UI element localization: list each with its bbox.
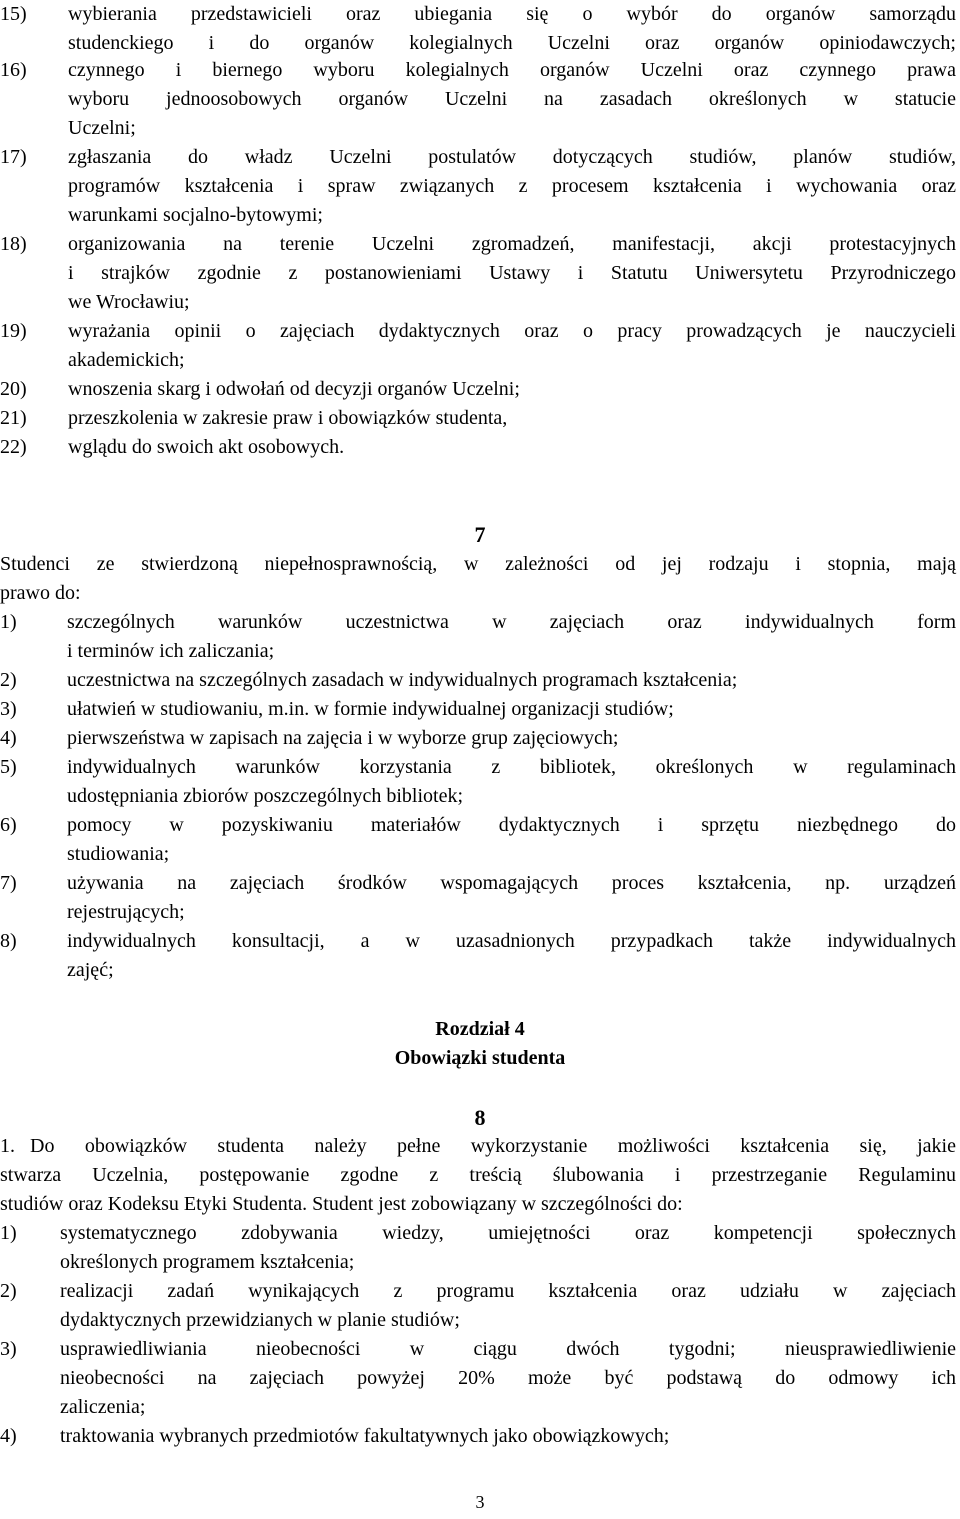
list-item-3 [0,1335,960,1364]
list-item-18 [0,230,960,259]
list-item-18-cont [0,259,960,288]
item-text: czynnego i biernego wyboru kolegialnych organów Uczelni oraz czynnego prawa [68,59,956,81]
chapter-subtitle-text: Obowiązki studenta [394,1047,566,1069]
list-item-18-cont [0,288,960,317]
item-text: uczestnictwa na szczególnych zasadach w indywidualnych programach kształcenia; [67,669,738,691]
item-text: programów kształcenia i spraw związanych z procesem kształcenia i wychowania oraz [68,175,956,197]
paragraph-text: stwarza Uczelnia, postępowanie zgodne z treścią ślubowania i przestrzeganie Regulaminu [0,1164,956,1186]
item-text: systematycznego zdobywania wiedzy, umiejętności oraz kompetencji społecznych [60,1222,956,1244]
item-text: przeszkolenia w zakresie praw i obowiązków studenta, [68,407,508,429]
list-item-2 [0,666,960,695]
list-item-4 [0,724,960,753]
list-item-7-cont [0,898,960,927]
list-item-3-cont [0,1393,960,1422]
chapter-title-text: Rozdział 4 [435,1018,525,1040]
list-item-15-cont [0,29,960,58]
item-number: 2) [0,1280,17,1302]
item-number: 15) [0,3,27,25]
chapter-subtitle [0,1044,960,1073]
list-item-8-cont [0,956,960,985]
item-number: 19) [0,320,27,342]
item-number: 3) [0,698,17,720]
list-item-4 [0,1422,960,1451]
list-item-21 [0,404,960,433]
item-number: 1) [0,611,17,633]
list-item-1 [0,608,960,637]
section-heading-7 [0,520,960,549]
item-number: 17) [0,146,27,168]
list-item-17-cont [0,201,960,230]
section-heading-8 [0,1103,960,1132]
list-item-19 [0,317,960,346]
item-text: pomocy w pozyskiwaniu materiałów dydaktycznych i sprzętu niezbędnego do [67,814,956,836]
item-text: indywidualnych konsultacji, a w uzasadnionych przypadkach także indywidualnych [67,930,956,952]
item-number: 20) [0,378,27,400]
item-text: zgłaszania do władz Uczelni postulatów dotyczących studiów, planów studiów, [68,146,956,168]
item-text: i terminów ich zaliczania; [67,640,275,662]
item-text: traktowania wybranych przedmiotów fakultatywnych jako obowiązkowych; [60,1425,670,1447]
chapter-title [0,1015,960,1044]
list-item-20 [0,375,960,404]
item-text: dydaktycznych przewidzianych w planie studiów; [60,1309,460,1331]
list-item-16-cont [0,85,960,114]
list-item-6-cont [0,840,960,869]
item-text: warunkami socjalno-bytowymi; [68,204,323,226]
list-item-17 [0,143,960,172]
item-number: 22) [0,436,27,458]
list-item-5-cont [0,782,960,811]
list-item-6 [0,811,960,840]
item-text: we Wrocławiu; [68,291,190,313]
item-text: i strajków zgodnie z postanowieniami Ustawy i Statutu Uniwersytetu Przyrodniczego [68,262,956,284]
item-text: Uczelni; [68,117,136,139]
item-text: akademickich; [68,349,185,371]
list-item-1 [0,1219,960,1248]
item-text: wnoszenia skarg i odwołań od decyzji organów Uczelni; [68,378,520,400]
item-number: 4) [0,1425,17,1447]
item-number: 5) [0,756,17,778]
page-number: 3 [475,1492,485,1512]
list-item-7 [0,869,960,898]
item-text: wybierania przedstawicieli oraz ubiegania się o wybór do organów samorządu [68,3,956,25]
item-text: pierwszeństwa w zapisach na zajęcia i w wyborze grup zajęciowych; [67,727,619,749]
list-item-3-cont [0,1364,960,1393]
item-text: studenckiego i do organów kolegialnych Uczelni oraz organów opiniodawczych; [68,32,956,54]
item-text: nieobecności na zajęciach powyżej 20% może być podstawą do odmowy ich [60,1367,956,1389]
section-7-intro [0,550,960,579]
item-number: 8) [0,930,17,952]
list-item-8 [0,927,960,956]
item-text: zajęć; [67,959,114,981]
list-item-1-cont [0,1248,960,1277]
list-item-2 [0,1277,960,1306]
list-item-5 [0,753,960,782]
item-number: 21) [0,407,27,429]
list-item-15 [0,0,960,29]
paragraph-1-cont [0,1190,960,1219]
item-text: udostępniania zbiorów poszczególnych bibliotek; [67,785,464,807]
item-text: organizowania na terenie Uczelni zgromadzeń, manifestacji, akcji protestacyjnych [68,233,956,255]
list-item-17-cont [0,172,960,201]
item-text: określonych programem kształcenia; [60,1251,355,1273]
paragraph-1 [0,1132,960,1161]
item-text: używania na zajęciach środków wspomagających proces kształcenia, np. urządzeń [67,872,956,894]
paragraph-text: studiów oraz Kodeksu Etyki Studenta. Student jest zobowiązany w szczególności do: [0,1193,683,1215]
list-item-19-cont [0,346,960,375]
section-number: 8 [474,1105,486,1130]
item-number: 3) [0,1338,17,1360]
paragraph-1-cont [0,1161,960,1190]
item-text: rejestrujących; [67,901,185,923]
item-text: ułatwień w studiowaniu, m.in. w formie indywidualnej organizacji studiów; [67,698,674,720]
list-item-16 [0,56,960,85]
item-text: zaliczenia; [60,1396,146,1418]
intro-text: prawo do: [0,582,81,604]
item-text: wyrażania opinii o zajęciach dydaktycznych oraz o pracy prowadzących je nauczycieli [68,320,956,342]
section-number: 7 [474,522,486,547]
list-item-1-cont [0,637,960,666]
item-number: 16) [0,59,27,81]
item-number: 7) [0,872,17,894]
list-item-16-cont [0,114,960,143]
paragraph-number: 1. [0,1135,15,1157]
item-text: indywidualnych warunków korzystania z bibliotek, określonych w regulaminach [67,756,956,778]
item-number: 1) [0,1222,17,1244]
item-number: 6) [0,814,17,836]
section-7-intro-cont [0,579,960,608]
item-text: wglądu do swoich akt osobowych. [68,436,345,458]
item-number: 18) [0,233,27,255]
intro-text: Studenci ze stwierdzoną niepełnosprawnością, w zależności od jej rodzaju i stopnia, mają [0,553,956,575]
item-text: usprawiedliwiania nieobecności w ciągu dwóch tygodni; nieusprawiedliwienie [60,1338,956,1360]
list-item-22 [0,433,960,462]
item-text: wyboru jednoosobowych organów Uczelni na zasadach określonych w statucie [68,88,956,110]
item-number: 2) [0,669,17,691]
item-text: szczególnych warunków uczestnictwa w zajęciach oraz indywidualnych form [67,611,956,633]
list-item-2-cont [0,1306,960,1335]
list-item-3 [0,695,960,724]
item-text: studiowania; [67,843,170,865]
paragraph-text: Do obowiązków studenta należy pełne wykorzystanie możliwości kształcenia się, jakie [30,1135,956,1157]
item-text: realizacji zadań wynikających z programu kształcenia oraz udziału w zajęciach [60,1280,956,1302]
item-number: 4) [0,727,17,749]
